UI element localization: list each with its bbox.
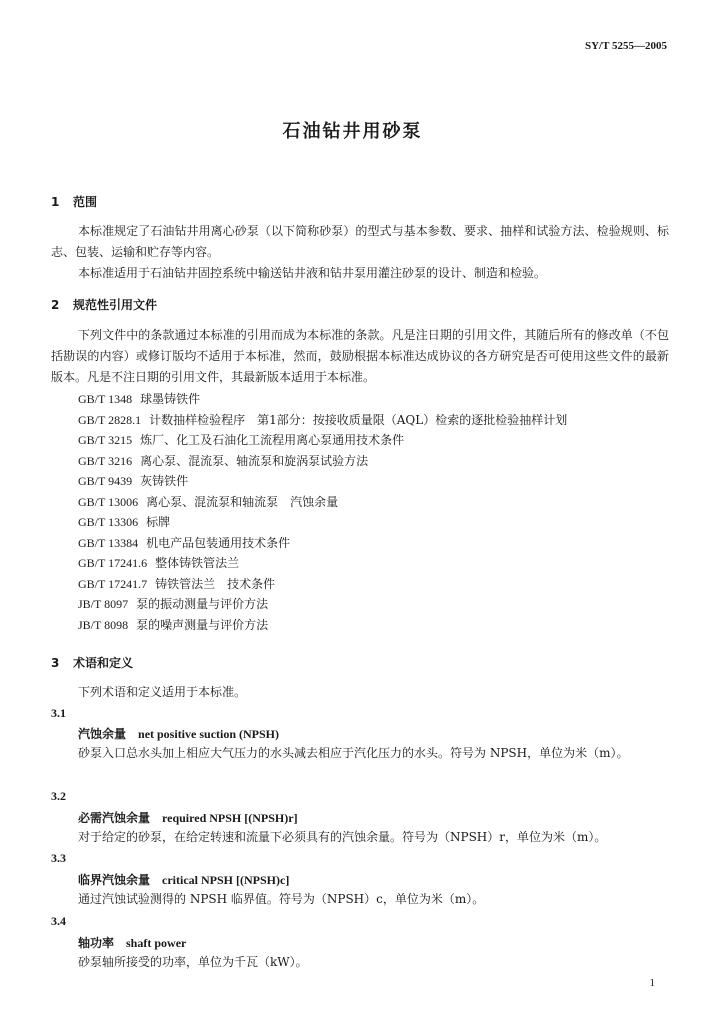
section-1-para-1: 本标准规定了石油钻井用离心砂泵（以下简称砂泵）的型式与基本参数、要求、抽样和试验方法、检验规则、标志、包装、运输和贮存等内容。 — [51, 224, 669, 259]
normative-references-list — [78, 389, 567, 635]
reference-code: GB/T 13384 — [78, 535, 139, 550]
reference-code: GB/T 1348 — [78, 392, 133, 406]
standard-code: SY/T 5255—2005 — [584, 40, 667, 52]
term-en: critical NPSH [(NPSH)c] — [162, 873, 290, 887]
reference-title: 计数抽样检验程序 第1部分：按接收质量限（AQL）检索的逐批检验抽样计划 — [149, 412, 568, 427]
section-number: 1 — [51, 195, 60, 209]
section-1-para-2: 本标准适用于石油钻井固控系统中输送钻井液和钻井泵用灌注砂泵的设计、制造和检验。 — [78, 266, 547, 280]
reference-item — [78, 492, 567, 513]
section-number: 2 — [51, 298, 60, 312]
term-zh: 必需汽蚀余量 — [78, 811, 151, 825]
term-definition: 砂泵轴所接受的功率，单位为千瓦（kW）。 — [78, 955, 308, 969]
reference-title: 离心泵、混流泵和轴流泵 汽蚀余量 — [146, 494, 339, 509]
reference-code: GB/T 17241.6 — [78, 556, 148, 570]
clause-number: 3.4 — [51, 914, 66, 928]
reference-item — [78, 553, 567, 574]
term-zh: 临界汽蚀余量 — [78, 873, 151, 887]
term-definition: 砂泵入口总水头加上相应大气压力的水头减去相应于汽化压力的水头。符号为 NPSH，单位为米（m）。 — [78, 746, 629, 760]
reference-item — [78, 615, 567, 636]
term-en: required NPSH [(NPSH)r] — [162, 811, 298, 825]
reference-item — [78, 410, 567, 431]
reference-code: GB/T 3215 — [78, 433, 133, 447]
reference-title: 机电产品包装通用技术条件 — [146, 535, 291, 550]
reference-title: 灰铸铁件 — [140, 474, 189, 488]
page-number: 1 — [649, 977, 655, 989]
clause-number: 3.2 — [51, 789, 66, 803]
clause-number: 3.1 — [51, 706, 66, 720]
reference-title: 泵的噪声测量与评价方法 — [136, 617, 269, 632]
term-zh: 汽蚀余量 — [78, 727, 127, 741]
reference-code: GB/T 17241.7 — [78, 576, 148, 591]
term-zh: 轴功率 — [78, 936, 115, 950]
section-2-heading — [51, 296, 157, 313]
reference-title: 离心泵、混流泵、轴流泵和旋涡泵试验方法 — [140, 453, 369, 468]
reference-code: GB/T 13006 — [78, 494, 139, 509]
reference-code: GB/T 2828.1 — [78, 412, 142, 427]
term-heading — [78, 725, 279, 742]
reference-code: GB/T 3216 — [78, 453, 133, 468]
term-heading — [78, 871, 289, 888]
clause-number: 3.3 — [51, 851, 66, 865]
reference-item — [78, 389, 567, 410]
section-3-heading — [51, 654, 133, 671]
reference-item — [78, 430, 567, 451]
reference-item — [78, 451, 567, 472]
section-1-heading — [51, 193, 97, 210]
reference-item — [78, 594, 567, 615]
section-2-intro: 下列文件中的条款通过本标准的引用而成为本标准的条款。凡是注日期的引用文件，其随后所有的修改单（不包括勘误的内容）或修订版均不适用于本标准，然而，鼓励根据本标准达成协议的各方研究是否可使用这些文件的最新版本。凡是不注日期的引用文件，其最新版本适用于本标准。 — [51, 328, 669, 384]
reference-code: JB/T 8097 — [78, 597, 129, 611]
reference-title: 整体铸铁管法兰 — [155, 556, 240, 570]
document-title: 石油钻井用砂泵 — [282, 121, 423, 142]
reference-title: 炼厂、化工及石油化工流程用离心泵通用技术条件 — [140, 433, 405, 447]
term-definition: 对于给定的砂泵，在给定转速和流量下必须具有的汽蚀余量。符号为（NPSH）r，单位为米（m）。 — [78, 830, 607, 844]
section-title: 范围 — [73, 195, 98, 209]
reference-title: 泵的振动测量与评价方法 — [136, 597, 269, 611]
term-heading — [78, 809, 298, 826]
reference-code: GB/T 9439 — [78, 474, 133, 488]
reference-code: JB/T 8098 — [78, 617, 129, 632]
term-definition: 通过汽蚀试验测得的 NPSH 临界值。符号为（NPSH）c，单位为米（m）。 — [78, 892, 485, 906]
reference-item — [78, 533, 567, 554]
reference-title: 球墨铸铁件 — [140, 392, 201, 406]
section-3-intro: 下列术语和定义适用于本标准。 — [78, 685, 247, 699]
term-en: net positive suction (NPSH) — [138, 727, 280, 741]
reference-item — [78, 574, 567, 595]
reference-code: GB/T 13306 — [78, 515, 139, 529]
reference-item — [78, 512, 567, 533]
term-heading — [78, 934, 186, 951]
section-title: 术语和定义 — [73, 656, 134, 670]
reference-title: 铸铁管法兰 技术条件 — [155, 576, 276, 591]
reference-title: 标牌 — [146, 515, 171, 529]
section-title: 规范性引用文件 — [73, 298, 158, 312]
section-number: 3 — [51, 656, 60, 670]
term-en: shaft power — [126, 936, 187, 950]
reference-item — [78, 471, 567, 492]
